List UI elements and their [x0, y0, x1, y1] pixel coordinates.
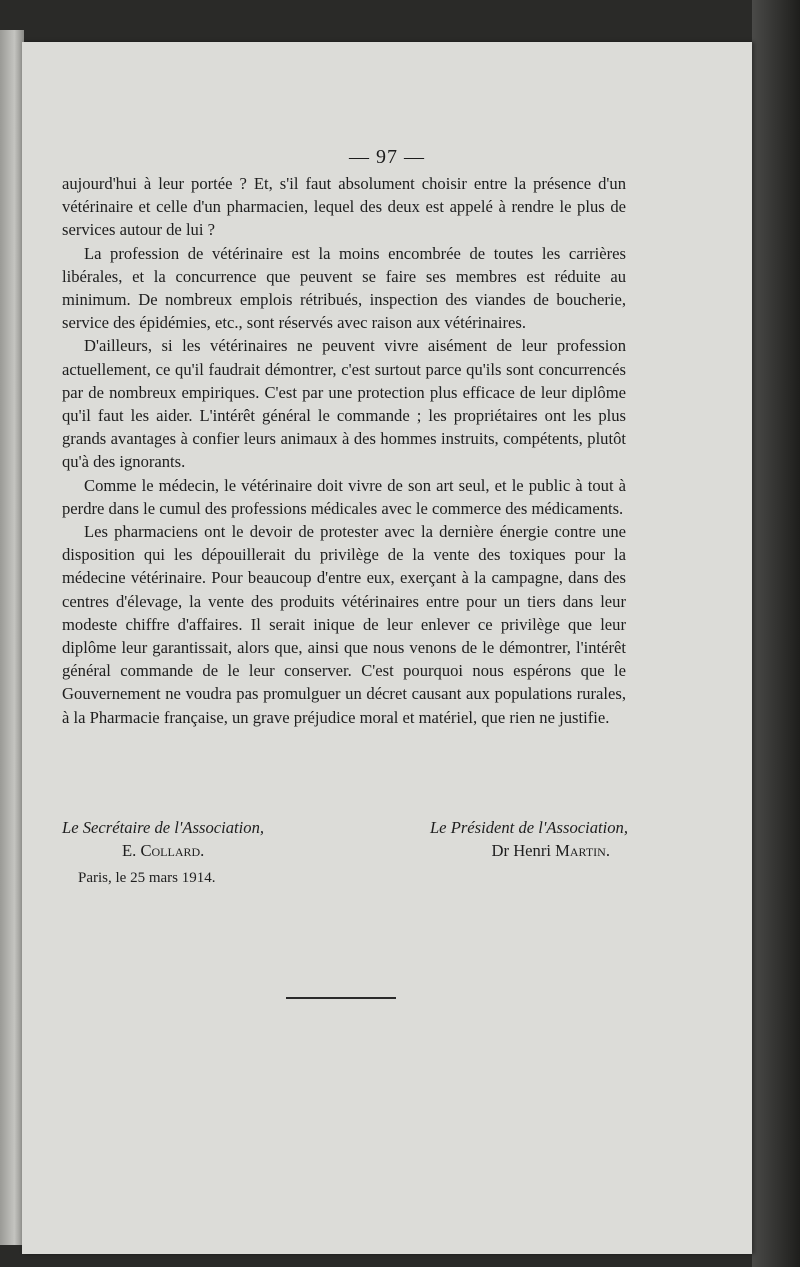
body-text [62, 172, 626, 729]
paragraph: La profession de vétérinaire est la moins encombrée de toutes les carrières libérales, et la concurrence que peuvent se faire ses membres est réduite au minimum. De nombreux emplois rétribués, inspection des viandes de boucherie, service des épidémies, etc., sont réservés avec raison aux vétérinaires. [62, 243, 626, 333]
secretary-initial: E. [122, 841, 141, 860]
secretary-name [62, 839, 342, 862]
document-page [22, 42, 752, 1254]
left-page-edge [0, 30, 24, 1245]
paragraph: aujourd'hui à leur portée ? Et, s'il faut absolument choisir entre la présence d'un vétérinaire et celle d'un pharmacien, lequel des deux est appelé à rendre le plus de services autour de lui ? [62, 174, 626, 240]
signature-secretary [62, 816, 342, 862]
scan-background-edge [752, 0, 800, 1267]
president-title: Dr [491, 841, 510, 860]
closing-rule [286, 997, 396, 999]
page-number: — 97 — [349, 146, 425, 168]
signature-president [348, 816, 628, 862]
paragraph: Les pharmaciens ont le devoir de protester avec la dernière énergie contre une disposition qui les dépouillerait du privilège de la vente des toxiques pour la médecine vétérinaire. Pour beaucoup d'entre eux, exerçant à la campagne, dans des centres d'élevage, la vente des produits vétérinaires entre pour un tiers dans leur modeste chiffre d'affaires. Il serait inique de leur enlever ce privilège que leur diplôme leur garantissait, alors que, ainsi que nous venons de le démontrer, l'intérêt général commande de le leur conserver. C'est pourquoi nous espérons que le Gouvernement ne voudra pas promulguer un décret causant aux populations rurales, à la Pharmacie française, un grave préjudice moral et matériel, que rien ne justifie. [62, 522, 626, 727]
paragraph: D'ailleurs, si les vétérinaires ne peuvent vivre aisément de leur profession actuellement, ce qu'il faudrait démontrer, c'est surtout parce qu'ils sont concurrencés par de nombreux empiriques. C'est par une protection plus efficace de leur diplôme qu'il faut les aider. L'intérêt général le commande ; les propriétaires ont les plus grands avantages à confier leurs animaux à des hommes instruits, compétents, plutôt qu'à des ignorants. [62, 336, 626, 472]
president-role: Le Président de l'Association, [429, 818, 628, 837]
president-surname: Martin. [555, 841, 610, 860]
secretary-surname: Collard. [140, 841, 205, 860]
secretary-role: Le Secrétaire de l'Association, [62, 818, 265, 837]
president-name [348, 839, 628, 862]
paragraph: Comme le médecin, le vétérinaire doit vivre de son art seul, et le public à tout à perdre dans le cumul des professions médicales avec le commerce des médicaments. [62, 475, 626, 518]
dateline: Paris, le 25 mars 1914. [78, 870, 216, 886]
president-firstname: Henri [509, 841, 556, 860]
